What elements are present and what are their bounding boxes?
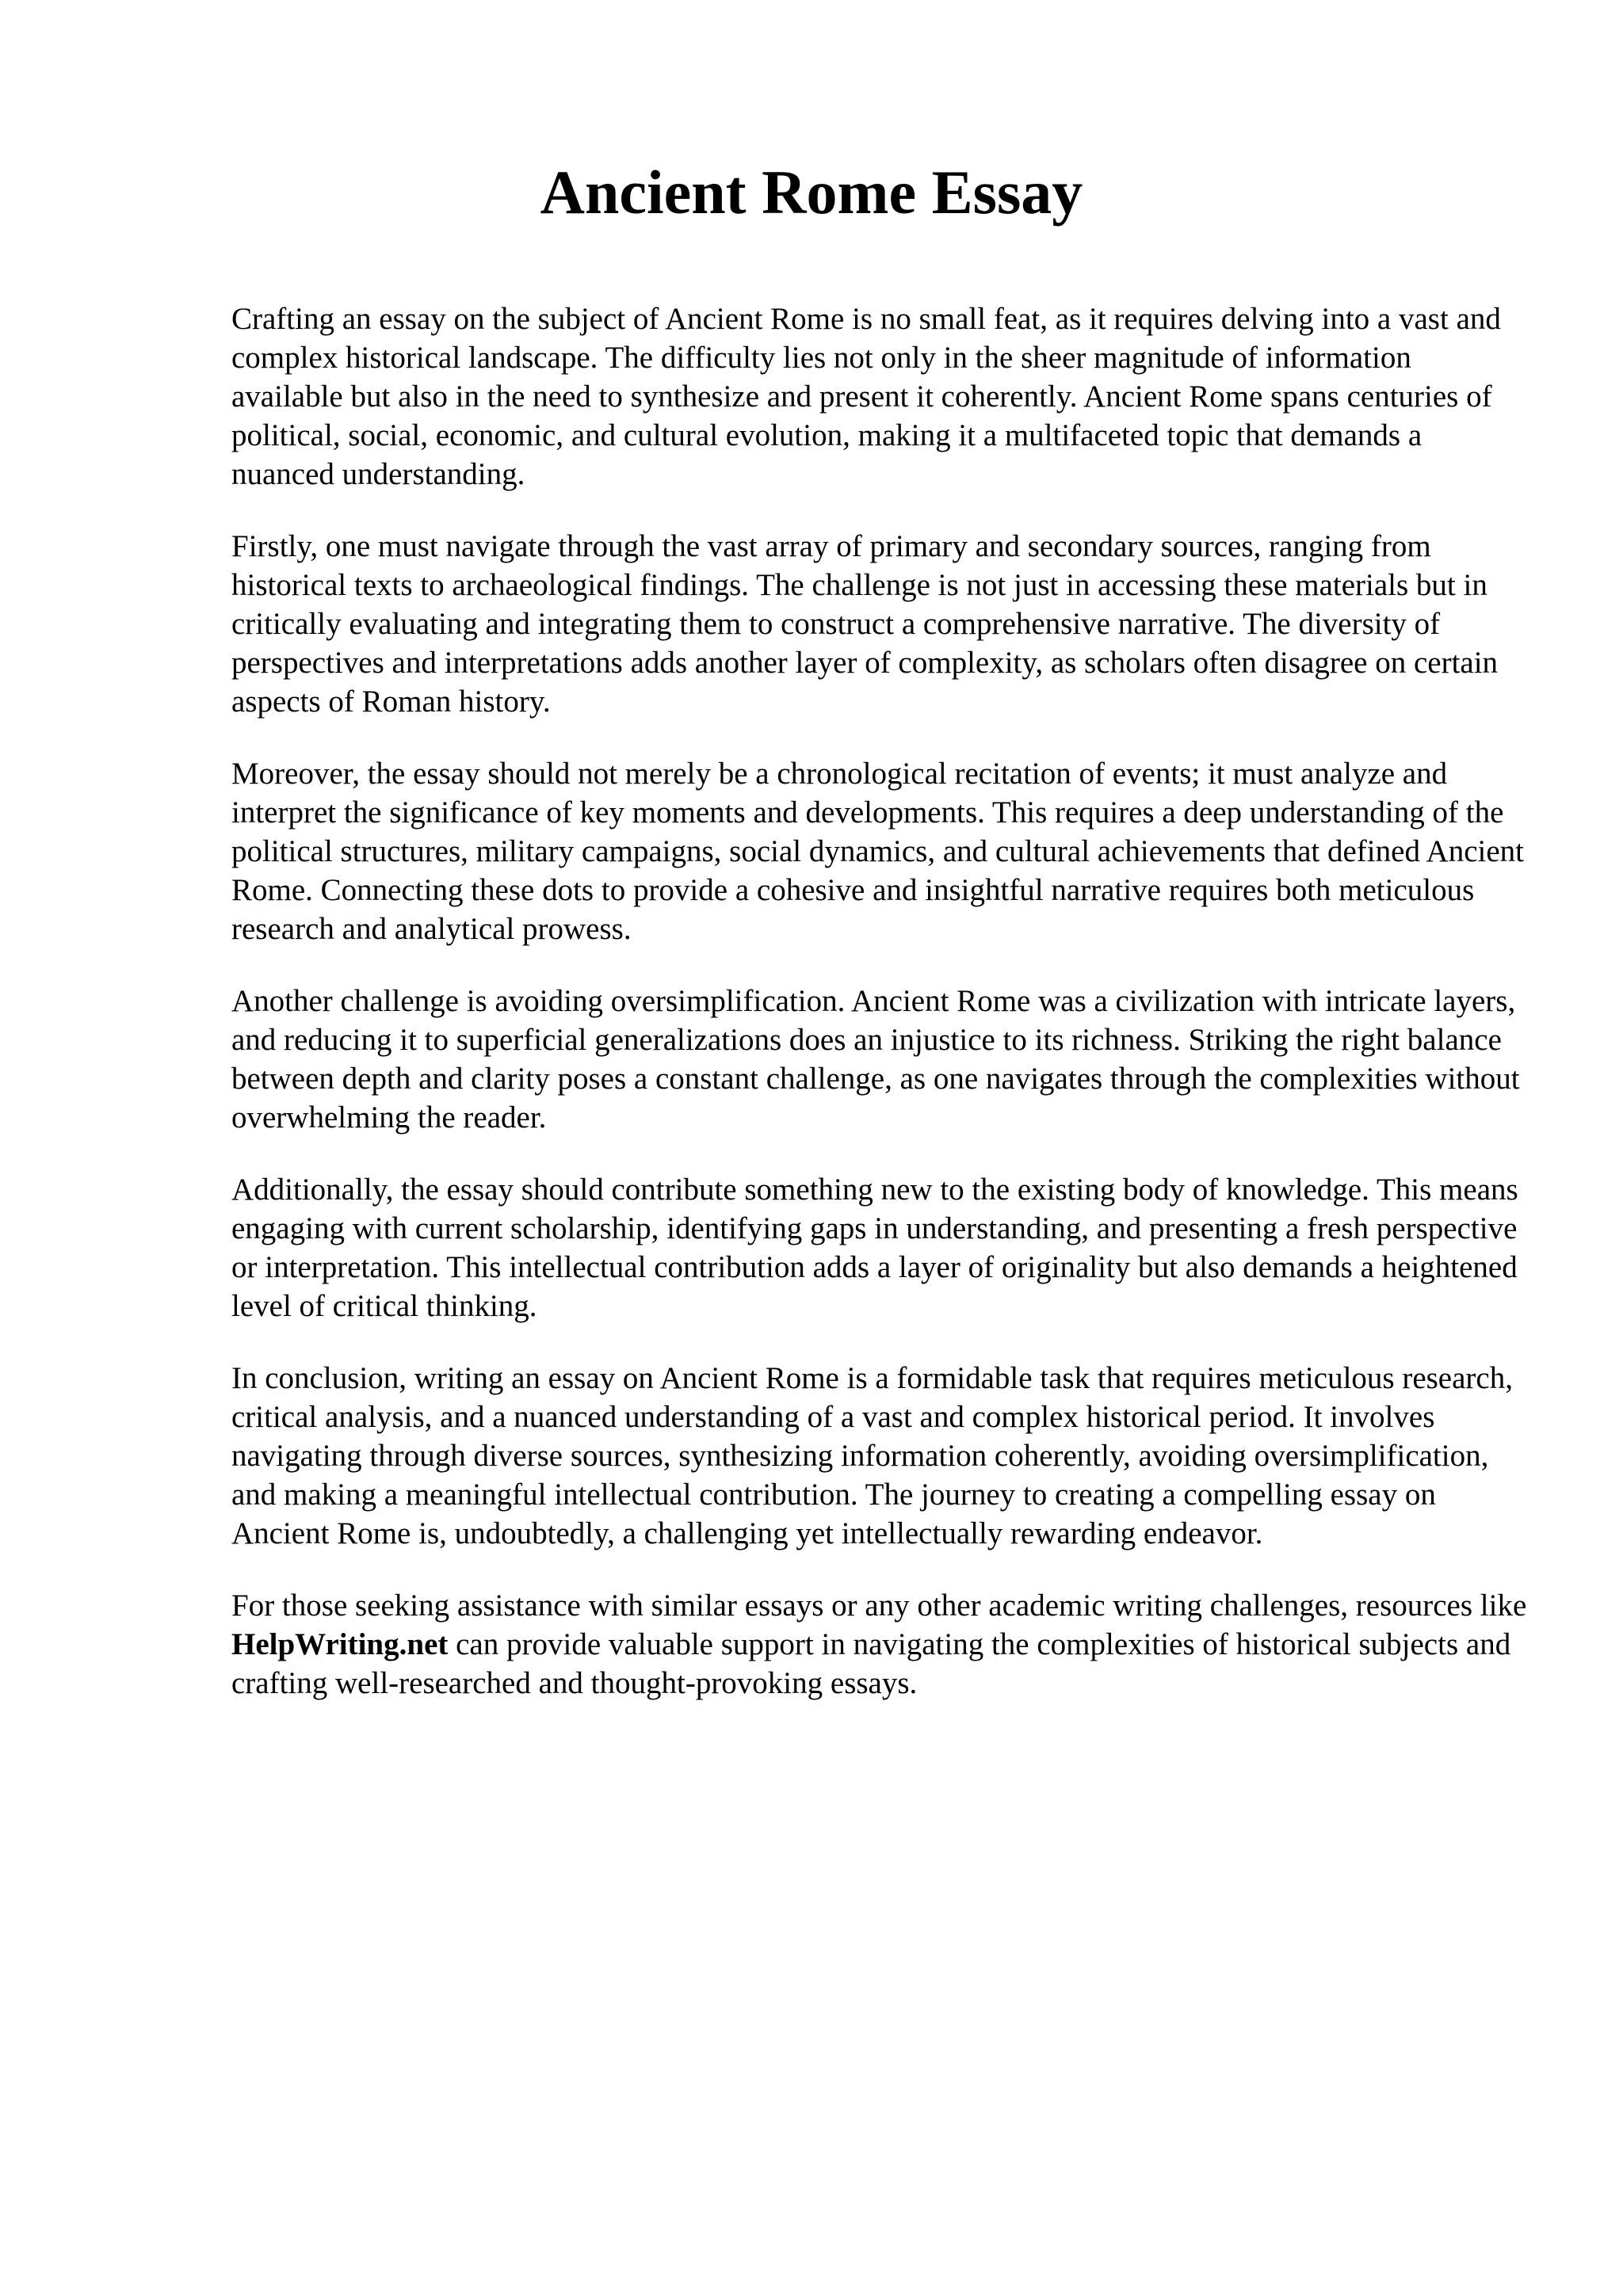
closing-text-after: can provide valuable support in navigating the complexities of historical subjects and crafting well-researched and thought-provoking essays. [231, 1627, 1511, 1700]
paragraph-5: Additionally, the essay should contribute something new to the existing body of knowledge. This means engaging with current scholarship, identifying gaps in understanding, and presenting a fresh perspective or interpretation. This intellectual contribution adds a layer of originality but also demands a heightened level of critical thinking. [231, 1173, 1518, 1323]
paragraph-1: Crafting an essay on the subject of Ancient Rome is no small feat, as it requires delving into a vast and complex historical landscape. The difficulty lies not only in the sheer magnitude of information available but also in the need to synthesize and present it coherently. Ancient Rome spans centuries of political, social, economic, and cultural evolution, making it a multifaceted topic that demands a nuanced understanding. [231, 302, 1501, 491]
page-title: Ancient Rome Essay [540, 158, 1083, 227]
closing-text-before: For those seeking assistance with similar essays or any other academic writing challenges, resources like [231, 1589, 1527, 1623]
paragraph-6: In conclusion, writing an essay on Ancient Rome is a formidable task that requires meticulous research, critical analysis, and a nuanced understanding of a vast and complex historical period. It involves navigating through diverse sources, synthesizing information coherently, avoiding oversimplification, and making a meaningful intellectual contribution. The journey to creating a compelling essay on Ancient Rome is, undoubtedly, a challenging yet intellectually rewarding endeavor. [231, 1361, 1513, 1550]
essay-body [231, 299, 1528, 1736]
closing-paragraph [231, 1586, 1528, 1703]
paragraph-3: Moreover, the essay should not merely be a chronological recitation of events; it must analyze and interpret the significance of key moments and developments. This requires a deep understanding of the political structures, military campaigns, social dynamics, and cultural achievements that defined Ancient Rome. Connecting these dots to provide a cohesive and insightful narrative requires both meticulous research and analytical prowess. [231, 757, 1524, 946]
paragraph-4: Another challenge is avoiding oversimplification. Ancient Rome was a civilization with intricate layers, and reducing it to superficial generalizations does an injustice to its richness. Striking the right balance between depth and clarity poses a constant challenge, as one navigates through the complexities without overwhelming the reader. [231, 984, 1520, 1135]
brand-name: HelpWriting.net [231, 1627, 449, 1661]
paragraph-2: Firstly, one must navigate through the vast array of primary and secondary sources, ranging from historical texts to archaeological findings. The challenge is not just in accessing these materials but in critically evaluating and integrating them to construct a comprehensive narrative. The diversity of perspectives and interpretations adds another layer of complexity, as scholars often disagree on certain aspects of Roman history. [231, 529, 1499, 719]
